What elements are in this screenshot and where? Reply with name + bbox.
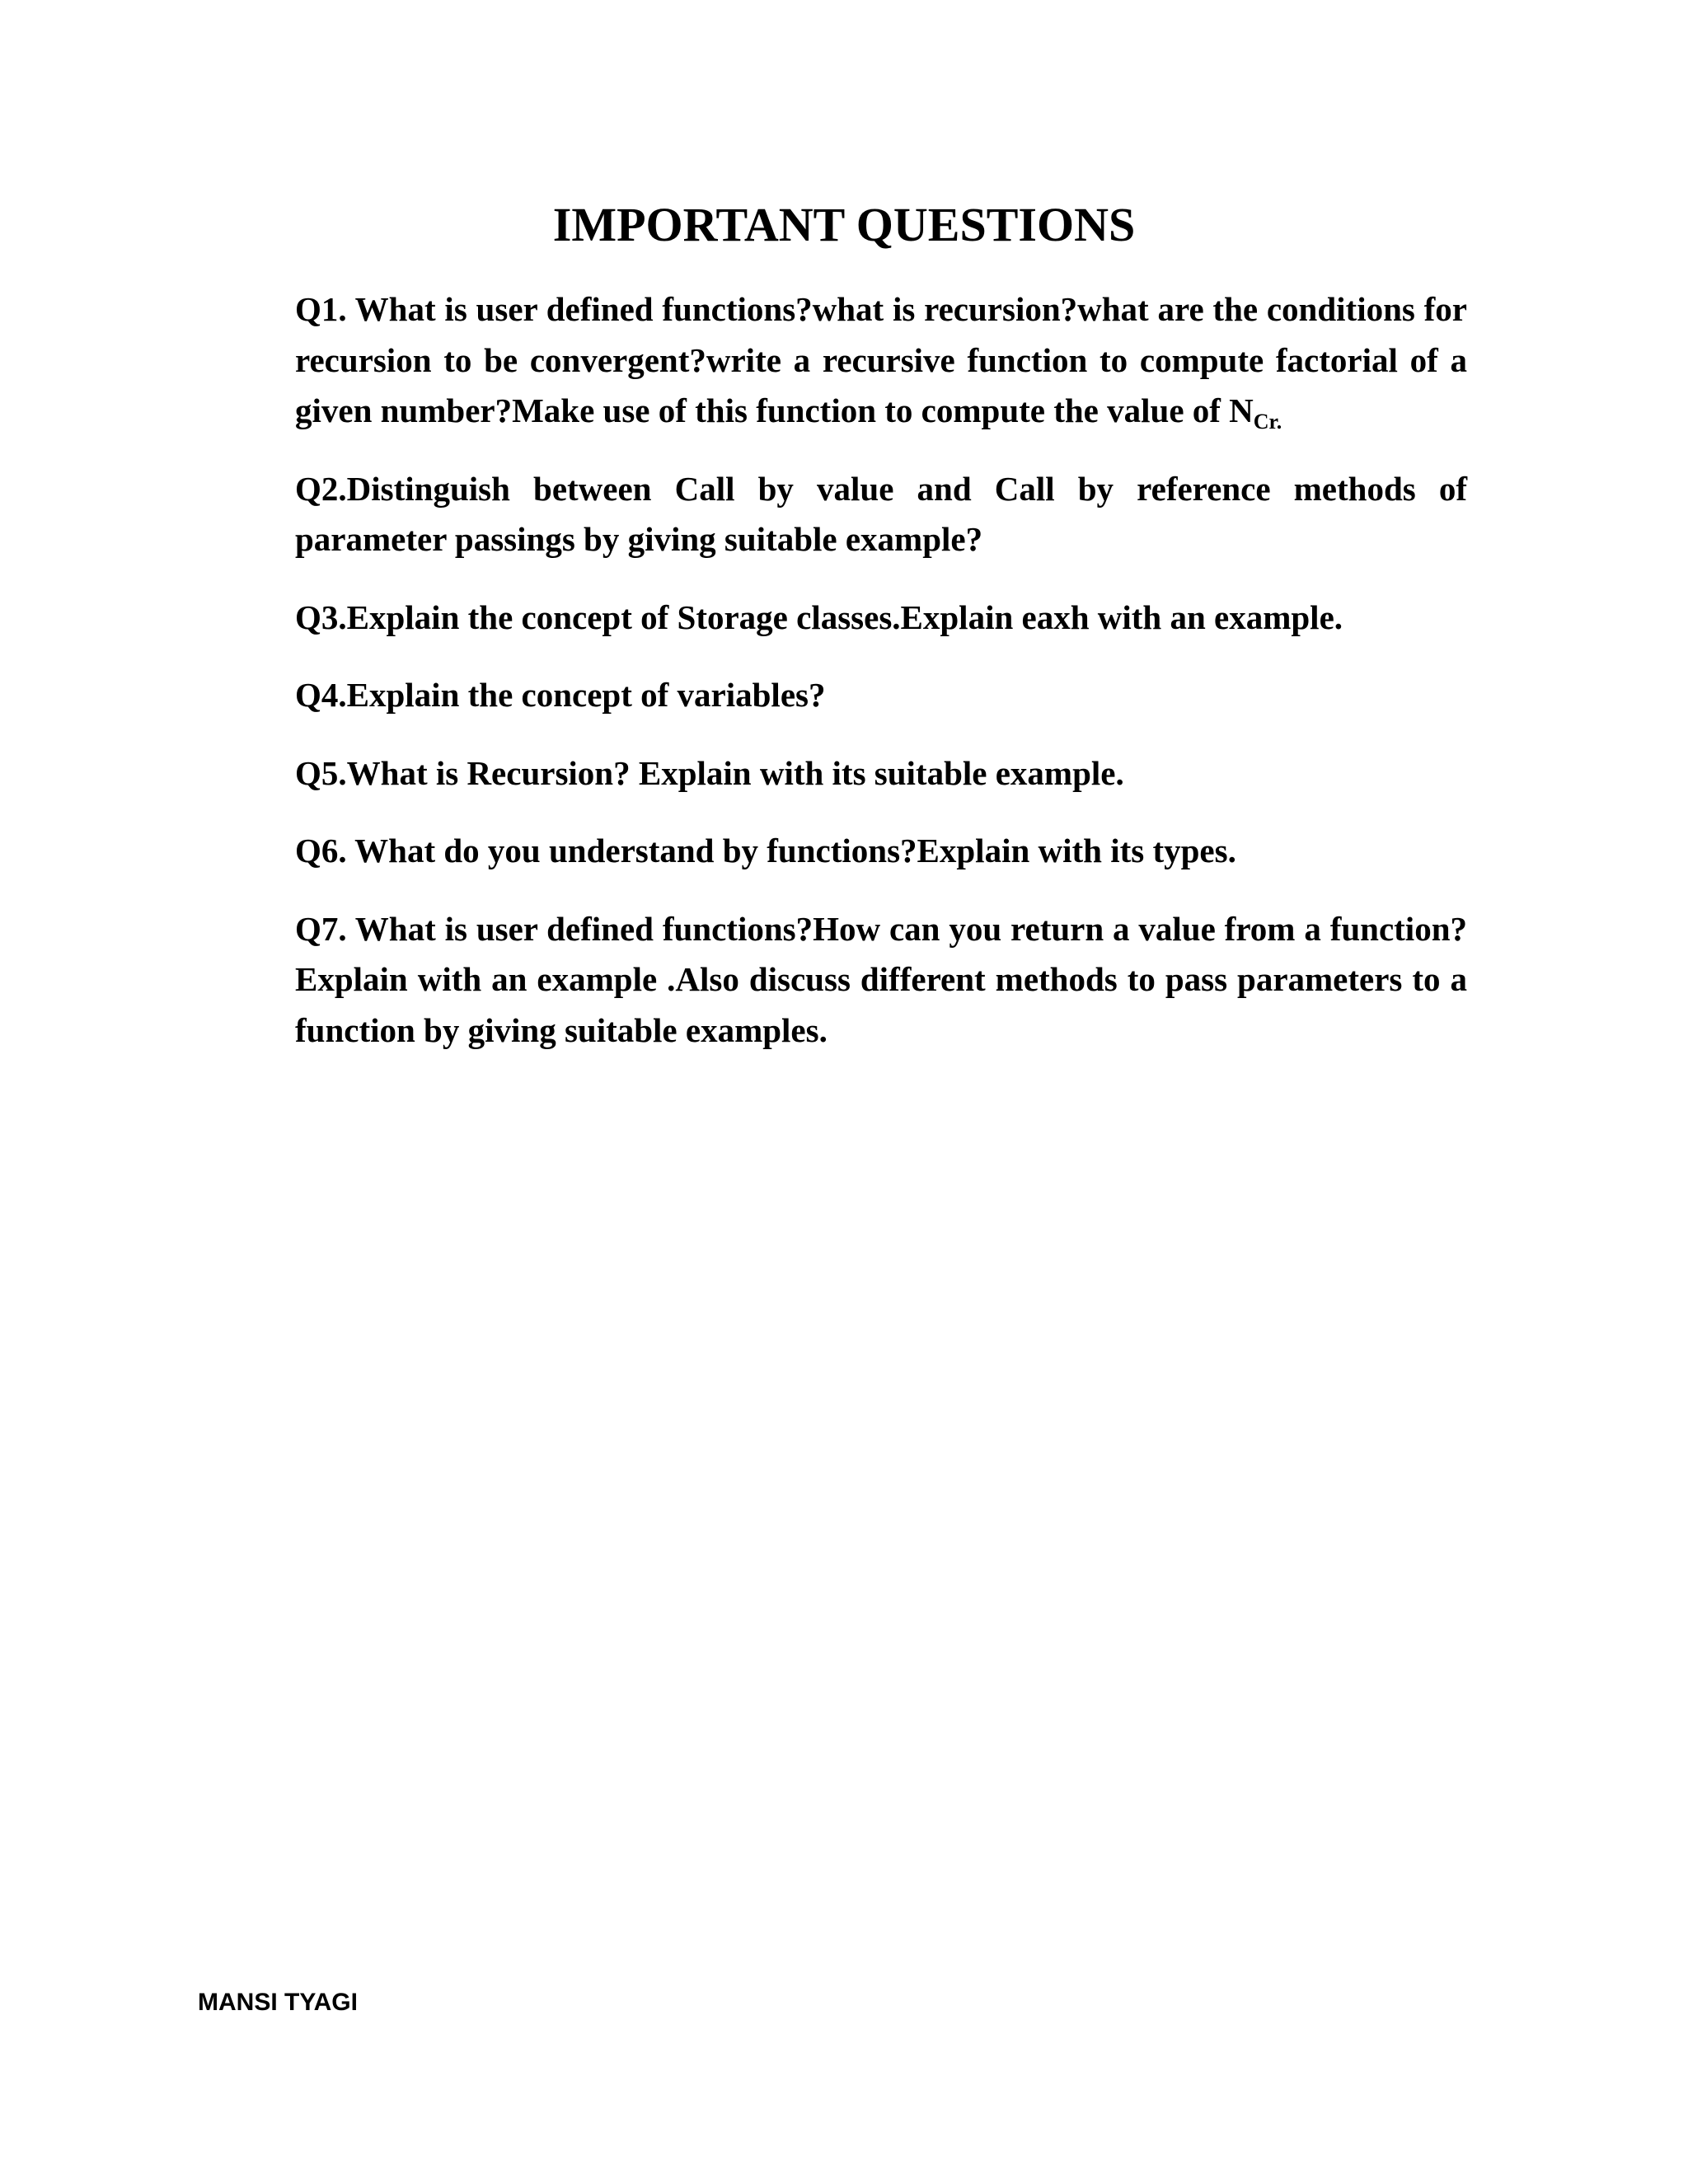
question-4-text: Q4.Explain the concept of variables? [295, 676, 826, 714]
question-1-text: Q1. What is user defined functions?what is recursion?what are the conditions for recursion to be convergent?write a recursive function to compute factorial of a given number?Make use of this function to compute the value of N [295, 290, 1467, 429]
page-title: IMPORTANT QUESTIONS [552, 198, 1136, 251]
question-list [295, 284, 1467, 1083]
question-3-text: Q3.Explain the concept of Storage classes.Explain eaxh with an example. [295, 598, 1343, 636]
question-4 [295, 670, 1467, 721]
question-7 [295, 904, 1467, 1057]
question-6-text: Q6. What do you understand by functions?Explain with its types. [295, 832, 1236, 869]
question-5 [295, 748, 1467, 799]
author-footer: MANSI TYAGI [198, 1989, 358, 2016]
question-3 [295, 593, 1467, 644]
question-2 [295, 464, 1467, 565]
question-1 [295, 284, 1467, 437]
question-6 [295, 826, 1467, 877]
question-7-text: Q7. What is user defined functions?How can you return a value from a function?Explain with an example .Also discuss different methods to pass parameters to a function by giving suitable examples. [295, 909, 1467, 1049]
question-1-subscript: Cr. [1253, 410, 1282, 434]
question-5-text: Q5.What is Recursion? Explain with its suitable example. [295, 753, 1124, 792]
question-2-text: Q2.Distinguish between Call by value and Call by reference methods of parameter passings by giving suitable example? [295, 469, 1467, 558]
